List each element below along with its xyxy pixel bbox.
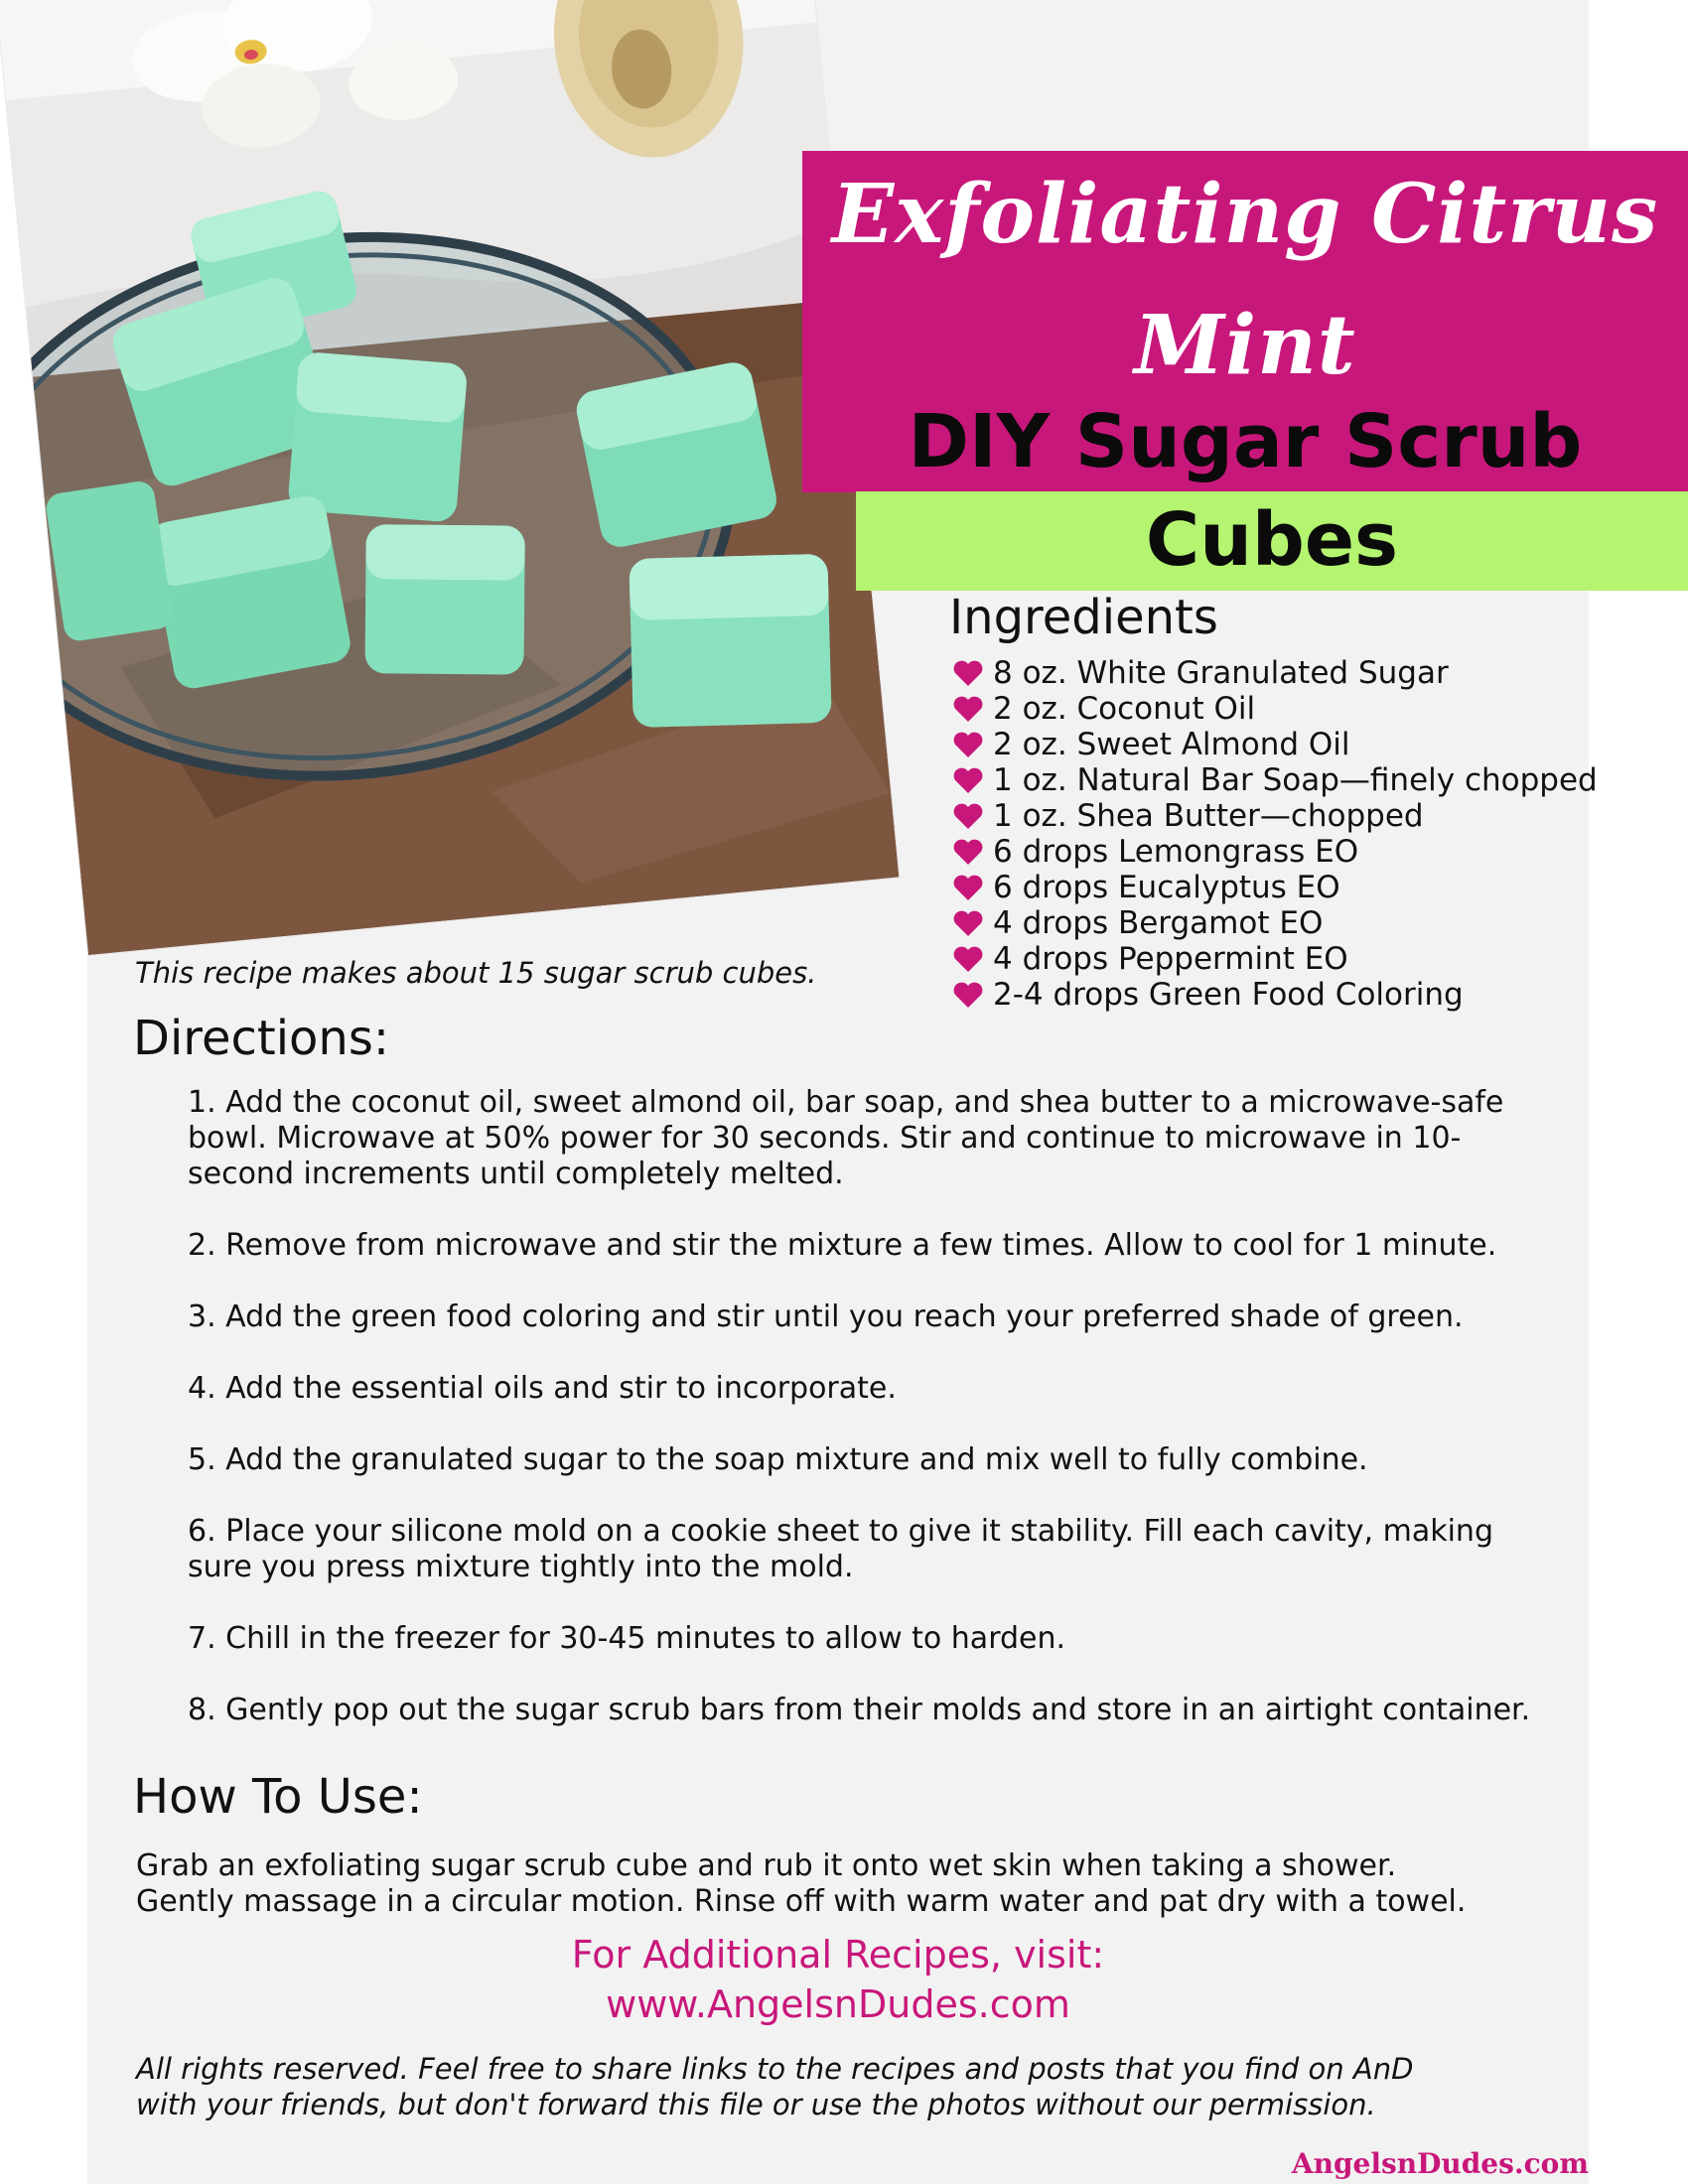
direction-step: 5. Add the granulated sugar to the soap mixture and mix well to fully combine.: [188, 1442, 1368, 1477]
rights-notice: [136, 2051, 1566, 2122]
brand-footer: AngelsnDudes.com: [1291, 2147, 1589, 2180]
ingredient-text: 2 oz. Sweet Almond Oil: [993, 727, 1350, 762]
ingredient-item: [951, 834, 1598, 870]
how-to-use-line-1: Grab an exfoliating sugar scrub cube and rub it onto wet skin when taking a shower.: [136, 1848, 1397, 1883]
heart-icon: [951, 873, 985, 902]
direction-step: 2. Remove from microwave and stir the mixture a few times. Allow to cool for 1 minute.: [188, 1228, 1497, 1263]
ingredients-heading: Ingredients: [949, 590, 1218, 645]
title-line-2: Mint: [1134, 298, 1356, 393]
directions-list: [188, 1085, 1538, 1764]
direction-step: 6. Place your silicone mold on a cookie sheet to give it stability. Fill each cavity, making sure you press mixture tightly into the mold.: [188, 1514, 1493, 1584]
ingredient-text: 8 oz. White Granulated Sugar: [993, 655, 1449, 691]
ingredient-text: 6 drops Lemongrass EO: [993, 834, 1359, 870]
ingredient-text: 2 oz. Coconut Oil: [993, 691, 1256, 727]
ingredient-item: [951, 977, 1598, 1013]
direction-step: 4. Add the essential oils and stir to incorporate.: [188, 1371, 897, 1406]
sugar-scrub-photo: [0, 0, 899, 955]
ingredient-item: [951, 655, 1598, 691]
more-recipes: [87, 1930, 1589, 2029]
more-recipes-line-1: For Additional Recipes, visit:: [571, 1933, 1105, 1977]
ingredient-item: [951, 941, 1598, 977]
ingredient-item: [951, 691, 1598, 727]
ingredient-text: 2-4 drops Green Food Coloring: [993, 977, 1464, 1013]
heart-icon: [951, 837, 985, 867]
ingredient-text: 1 oz. Shea Butter—chopped: [993, 798, 1424, 834]
heart-icon: [951, 765, 985, 795]
ingredient-item: [951, 870, 1598, 905]
direction-step: 7. Chill in the freezer for 30-45 minutes to allow to harden.: [188, 1621, 1066, 1656]
title-cubes: Cubes: [1145, 497, 1399, 583]
ingredient-item: [951, 727, 1598, 762]
more-recipes-link[interactable]: www.AngelsnDudes.com: [606, 1982, 1070, 2026]
direction-step: 1. Add the coconut oil, sweet almond oil, bar soap, and shea butter to a microwave-safe bowl. Microwave at 50% power for 30 seconds. Stir and continue to microwave in 10-second increments until completely melted.: [188, 1085, 1504, 1191]
ingredient-text: 6 drops Eucalyptus EO: [993, 870, 1340, 905]
directions-heading: Directions:: [133, 1011, 390, 1066]
rights-line-2: with your friends, but don't forward this file or use the photos without our permission.: [136, 2088, 1376, 2121]
heart-icon: [951, 801, 985, 831]
how-to-use-heading: How To Use:: [133, 1769, 423, 1825]
title-diy-sugar-scrub: DIY Sugar Scrub: [908, 399, 1583, 484]
ingredient-text: 1 oz. Natural Bar Soap—finely chopped: [993, 762, 1598, 798]
ingredient-item: [951, 798, 1598, 834]
title-line-1: Exfoliating Citrus: [831, 167, 1659, 262]
ingredient-item: [951, 905, 1598, 941]
ingredient-item: [951, 762, 1598, 798]
rights-line-1: All rights reserved. Feel free to share links to the recipes and posts that you find on AnD: [136, 2052, 1414, 2086]
how-to-use-text: [136, 1848, 1546, 1920]
yield-note: This recipe makes about 15 sugar scrub cubes.: [135, 956, 817, 990]
heart-icon: [951, 980, 985, 1010]
heart-icon: [951, 694, 985, 724]
ingredient-text: 4 drops Bergamot EO: [993, 905, 1324, 941]
heart-icon: [951, 944, 985, 974]
ingredients-list: [951, 655, 1598, 1013]
heart-icon: [951, 658, 985, 688]
ingredient-text: 4 drops Peppermint EO: [993, 941, 1348, 977]
how-to-use-line-2: Gently massage in a circular motion. Rinse off with warm water and pat dry with a towel.: [136, 1884, 1467, 1919]
heart-icon: [951, 908, 985, 938]
title-script: [802, 149, 1688, 411]
heart-icon: [951, 730, 985, 759]
direction-step: 3. Add the green food coloring and stir until you reach your preferred shade of green.: [188, 1299, 1464, 1334]
direction-step: 8. Gently pop out the sugar scrub bars from their molds and store in an airtight container.: [188, 1693, 1531, 1727]
